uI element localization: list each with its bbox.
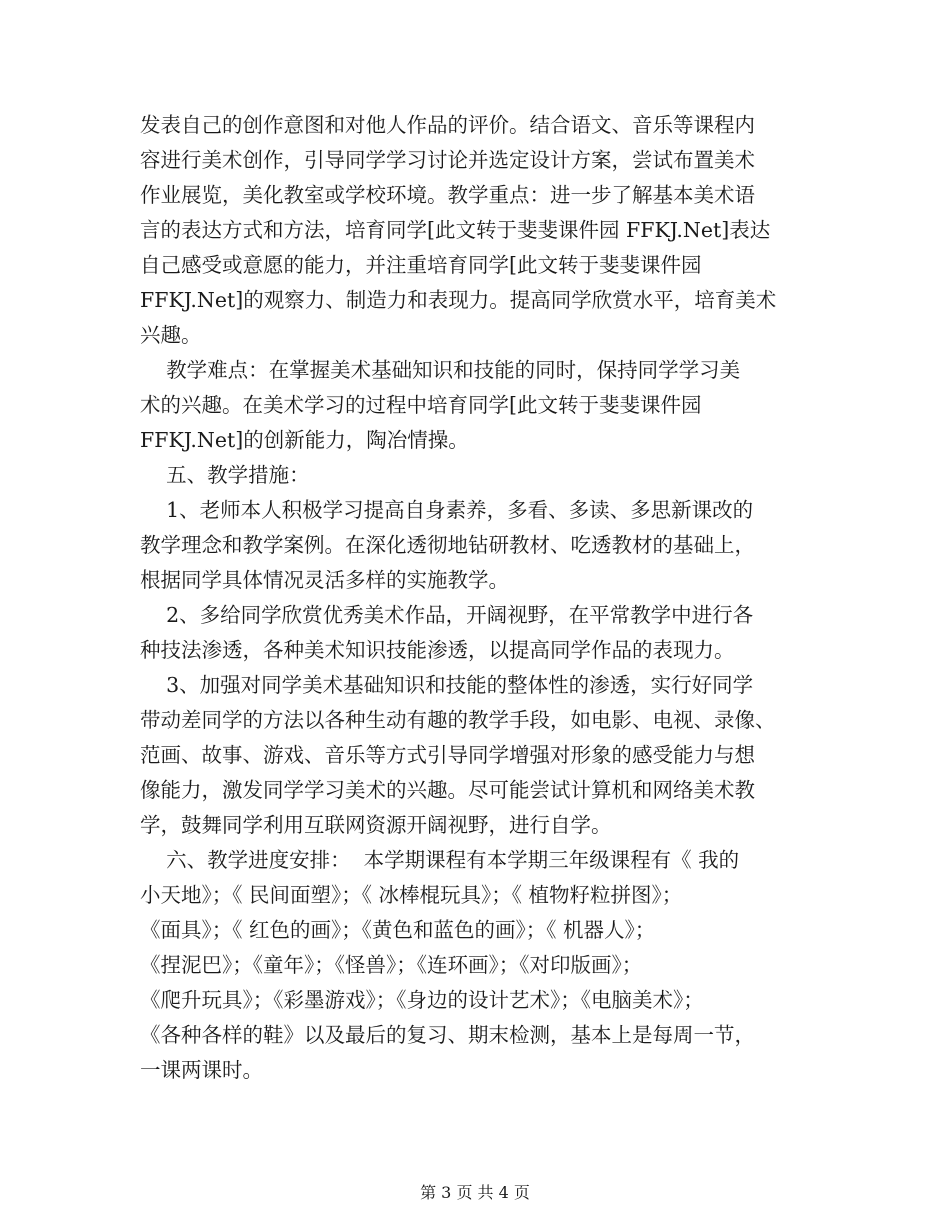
- text-line: 六、教学进度安排： 本学期课程有本学期三年级课程有《 我的: [140, 848, 740, 872]
- text-line: 作业展览，美化教室或学校环境。教学重点：进一步了解基本美术语: [140, 183, 755, 207]
- text-line: 容进行美术创作，引导同学学习讨论并选定设计方案，尝试布置美术: [140, 148, 755, 172]
- text-line: 带动差同学的方法以各种生动有趣的教学手段，如电影、电视、录像、: [140, 708, 776, 732]
- text-line: 范画、故事、游戏、音乐等方式引导同学增强对形象的感受能力与想: [140, 743, 755, 767]
- text-line: 兴趣。: [140, 323, 202, 347]
- text-line: 学，鼓舞同学利用互联网资源开阔视野，进行自学。: [140, 813, 612, 837]
- text-line: 像能力，激发同学学习美术的兴趣。尽可能尝试计算机和网络美术教: [140, 778, 755, 802]
- document-body: [140, 108, 810, 1088]
- text-line: 《面具》；《 红色的画》；《黄色和蓝色的画》；《 机器人》；: [140, 918, 656, 942]
- text-line: 《爬升玩具》；《彩墨游戏》；《身边的设计艺术》；《电脑美术》；: [140, 988, 704, 1012]
- page-footer: 第 3 页 共 4 页: [420, 1183, 530, 1202]
- text-line: 3、加强对同学美术基础知识和技能的整体性的渗透，实行好同学: [140, 673, 754, 697]
- text-line: 一课两课时。: [140, 1058, 263, 1082]
- text-line: 术的兴趣。在美术学习的过程中培育同学[此文转于斐斐课件园: [140, 393, 702, 417]
- text-line: 根据同学具体情况灵活多样的实施教学。: [140, 568, 509, 592]
- text-line: 《各种各样的鞋》以及最后的复习、期末检测，基本上是每周一节，: [140, 1023, 755, 1047]
- text-line: FFKJ.Net]的观察力、制造力和表现力。提高同学欣赏水平，培育美术: [140, 288, 777, 312]
- text-line: 言的表达方式和方法，培育同学[此文转于斐斐课件园 FFKJ.Net]表达: [140, 218, 771, 242]
- text-line: 种技法渗透，各种美术知识技能渗透，以提高同学作品的表现力。: [140, 638, 735, 662]
- text-line: 发表自己的创作意图和对他人作品的评价。结合语文、音乐等课程内: [140, 113, 755, 137]
- text-line: 教学难点：在掌握美术基础知识和技能的同时，保持同学学习美: [140, 358, 741, 382]
- text-line: 小天地》；《 民间面塑》；《 冰棒棍玩具》；《 植物籽粒拼图》；: [140, 883, 683, 907]
- section-heading: 五、教学措施：: [140, 463, 310, 487]
- text-line: 1、老师本人积极学习提高自身素养，多看、多读、多思新课改的: [140, 498, 754, 522]
- text-line: FFKJ.Net]的创新能力，陶冶情操。: [140, 428, 469, 452]
- text-line: 《捏泥巴》；《童年》；《怪兽》；《连环画》；《对印版画》；: [140, 953, 643, 977]
- text-line: 教学理念和教学案例。在深化透彻地钻研教材、吃透教材的基础上，: [140, 533, 755, 557]
- text-line: 2、多给同学欣赏优秀美术作品，开阔视野，在平常教学中进行各: [140, 603, 754, 627]
- text-line: 自己感受或意愿的能力，并注重培育同学[此文转于斐斐课件园: [140, 253, 702, 277]
